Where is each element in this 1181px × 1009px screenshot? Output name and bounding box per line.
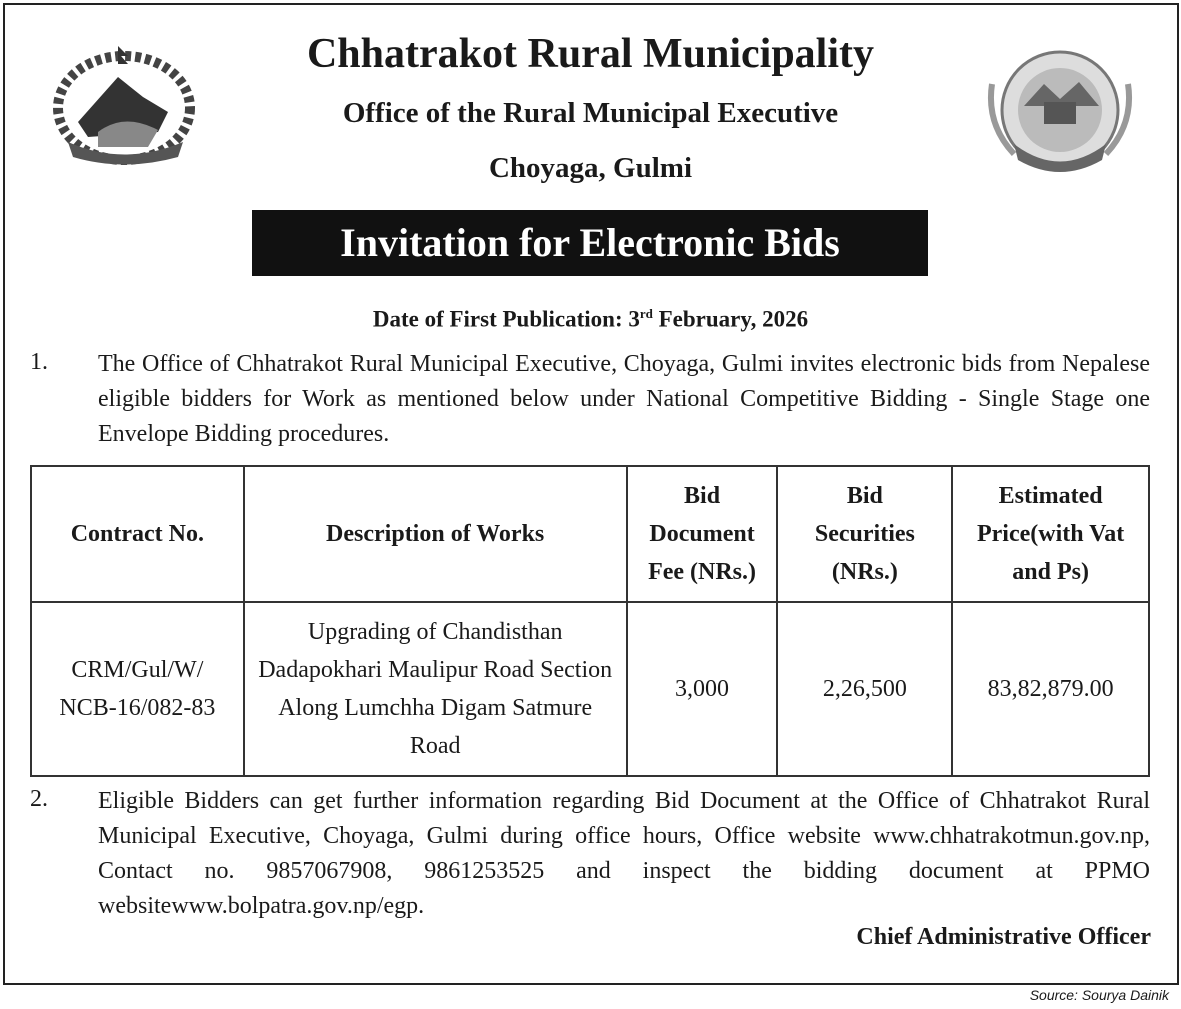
bid-table [30,465,1150,777]
para1-text: The Office of Chhatrakot Rural Municipal Executive, Choyaga, Gulmi invites electronic bids from Nepalese eligible bidders for Work as mentioned below under National Competitive Bidding - Single Stage one Envelope Bidding procedures. [98,351,1150,447]
para2-text: Eligible Bidders can get further information regarding Bid Document at the Office of Chhatrakot Rural Municipal Executive, Choyaga, Gulmi during office hours, Office website www.chhatrakotmun.gov.np, Contact no. 9857067908, 9861253525 and inspect the bidding document at PPMO websitewww.bolpatra.gov.np/egp. [98,788,1150,919]
publication-date [0,306,1181,333]
date-suffix: rd [639,306,653,321]
cell-description: Upgrading of Chandisthan Dadapokhari Maulipur Road Section Along Lumchha Digam Satmure Road [244,602,627,776]
cell-contract-no: CRM/Gul/W/ NCB-16/082-83 [31,602,244,776]
header-contract-no: Contract No. [31,466,244,602]
table-row [31,602,1149,776]
header-bid-securities: Bid Securities (NRs.) [777,466,952,602]
table-header-row [31,466,1149,602]
cell-bid-securities: 2,26,500 [777,602,952,776]
para2-number: 2. [30,786,48,812]
office-subtitle: Office of the Rural Municipal Executive [342,97,839,129]
header-estimated-price: Estimated Price(with Vat and Ps) [952,466,1149,602]
para1-number: 1. [30,349,48,375]
header-bid-fee: Bid Document Fee (NRs.) [627,466,778,602]
header-description: Description of Works [244,466,627,602]
location: Choyaga, Gulmi [488,152,693,184]
date-label: Date of First Publication: 3 [372,306,640,332]
cell-bid-fee: 3,000 [627,602,778,776]
signature: Chief Administrative Officer [856,924,1151,950]
cell-estimated-price: 83,82,879.00 [952,602,1149,776]
notice-banner: Invitation for Electronic Bids [252,210,928,276]
date-rest: February, 2026 [652,306,809,332]
municipality-title: Chhatrakot Rural Municipality [306,31,875,77]
source-credit: Source: Sourya Dainik [1029,987,1169,1003]
